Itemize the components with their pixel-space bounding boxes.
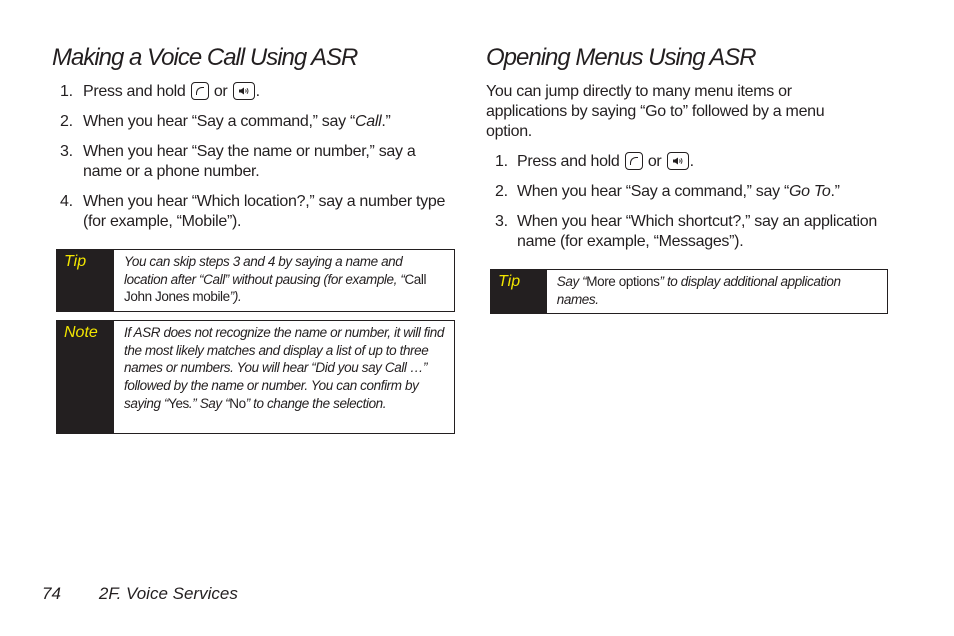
tip-text: Say “More options” to display additional application names. (556, 274, 841, 307)
speaker-key-icon (233, 82, 255, 100)
list-item: 3. When you hear “Which shortcut?,” say an application name (for example, “Messages”). (495, 213, 877, 250)
list-item: 2. When you hear “Say a command,” say “Call.” (60, 113, 391, 130)
tip-box (490, 269, 888, 314)
tip-text: You can skip steps 3 and 4 by saying a name and location after “Call” without pausing (for example, “Call John Jones mobile”). (124, 254, 427, 305)
note-box (56, 320, 455, 434)
left-steps (52, 82, 455, 242)
page-number: 74 (42, 584, 61, 603)
section-title: 2F. Voice Services (98, 584, 238, 603)
list-item: 1. Press and hold or . (60, 83, 260, 100)
tip-label: Tip (57, 250, 114, 311)
talk-key-icon (191, 82, 209, 100)
talk-key-icon (625, 152, 643, 170)
list-item: 4. When you hear “Which location?,” say a number type (for example, “Mobile”). (60, 193, 446, 230)
right-heading: Opening Menus Using ASR (486, 44, 756, 71)
page-footer (42, 584, 238, 604)
right-intro: You can jump directly to many menu items or applications by saying “Go to” followed by a menu option. (486, 83, 825, 140)
speaker-key-icon (667, 152, 689, 170)
list-item: 2. When you hear “Say a command,” say “Go To.” (495, 183, 840, 200)
tip-label: Tip (491, 270, 547, 313)
list-item: 3. When you hear “Say the name or number,” say a name or a phone number. (60, 143, 416, 180)
note-text: If ASR does not recognize the name or number, it will find the most likely matches and display a list of up to three names or numbers. You will hear “Did you say Call …” followed by the name or number. You can confirm by saying “Yes.” Say “No” to change the selection. (124, 325, 444, 411)
list-item: 1. Press and hold or . (495, 153, 694, 170)
left-heading: Making a Voice Call Using ASR (52, 44, 358, 71)
right-steps (486, 152, 886, 262)
note-label: Note (57, 321, 114, 433)
tip-box (56, 249, 455, 312)
